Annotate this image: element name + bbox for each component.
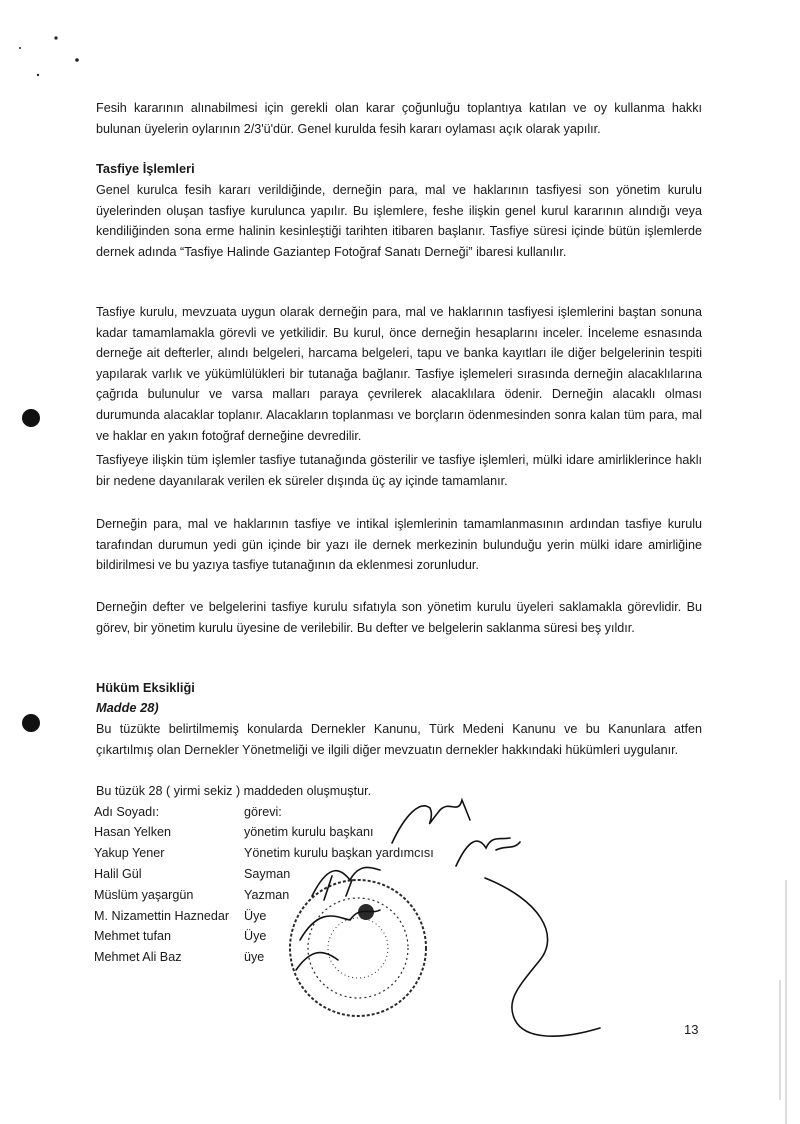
- signatory-name: Mehmet tufan: [94, 929, 172, 943]
- official-stamp-icon: [290, 880, 426, 1016]
- signatory-name: M. Nizamettin Haznedar: [94, 909, 230, 923]
- paragraph-madde-sayisi: Bu tüzük 28 ( yirmi sekiz ) maddeden oluşmuştur.: [96, 784, 372, 798]
- paragraph-tasfiye-sure: Tasfiyeye ilişkin tüm işlemler tasfiye tutanağında gösterilir ve tasfiye işlemleri, mülki idare amirliklerince haklı bir nedene dayanılarak verilen ek süreler dışında üç ay içinde tamamlanır.: [96, 453, 702, 488]
- signatory-name: Yakup Yener: [94, 846, 165, 860]
- heading-tasfiye: Tasfiye İşlemleri: [96, 161, 195, 176]
- signatory-role: üye: [244, 950, 265, 964]
- heading-hukum-eksikligi: Hüküm Eksikliği: [96, 680, 195, 695]
- signatory-name: Hasan Yelken: [94, 825, 172, 839]
- madde-label: Madde 28): [96, 700, 159, 715]
- signatory-role: Üye: [244, 909, 267, 923]
- paragraph-hukum: Bu tüzükte belirtilmemiş konularda Dernekler Kanunu, Türk Medeni Kanunu ve bu Kanunlara atfen çıkartılmış olan Dernekler Yönetmeliği ve ilgili diğer mevzuatın dernekler hakkındaki hükümleri uygulanır.: [96, 722, 702, 757]
- signatory-role: Sayman: [244, 867, 291, 881]
- binder-hole-icon: [22, 409, 40, 732]
- signatory-role: Yazman: [244, 888, 290, 902]
- signatory-role: Üye: [244, 929, 267, 943]
- paragraph-fesih: Fesih kararının alınabilmesi için gerekli olan karar çoğunluğu toplantıya katılan ve oy kullanma hakkı bulunan üyelerin oylarının 2/3'ü'dür. Genel kurulda fesih kararı oylaması açık olarak yapılır.: [96, 101, 702, 136]
- signatory-role: yönetim kurulu başkanı: [244, 825, 374, 839]
- paragraph-tasfiye-bildirim: Derneğin para, mal ve haklarının tasfiye ve intikal işlemlerinin tamamlanmasının ardından tasfiye kurulu tarafından durumun yedi gün içinde bir yazı ile dernek merkezinin bulunduğu yerin mülki idare amirliğine bildirilmesi ve bu yazıya tasfiye tutanağının da eklenmesi zorunludur.: [96, 517, 702, 573]
- paragraph-defter-saklama: Derneğin defter ve belgelerini tasfiye kurulu sıfatıyla son yönetim kurulu üyeleri saklamakla görevlidir. Bu görev, bir yönetim kurulu üyesine de verilebilir. Bu defter ve belgelerin saklanma süresi beş yıldır.: [96, 600, 702, 635]
- signatory-header-name: Adı Soyadı:: [94, 805, 160, 819]
- page-number: 13: [684, 1022, 699, 1037]
- paragraph-tasfiye-kurulu: Tasfiye kurulu, mevzuata uygun olarak derneğin para, mal ve haklarının tasfiyesi işlemlerini baştan sonuna kadar tamamlamakla görevli ve yetkilidir. Bu kurul, önce derneğin hesaplarını inceler. İnceleme esnasında derneğe ait defterler, alındı belgeleri, harcama belgeleri, tapu ve banka kayıtları ile diğer belgelerinin tespiti yapılarak varlık ve yükümlülükleri bir tutanağa bağlanır. Tasfiye işlemeleri sırasında derneğin alacaklılarına çağrıda bulunulur ve varsa malları paraya çevrilerek alacaklılara ödenir. Derneğin alacaklı olması durumunda alacaklar toplanır. Alacakların toplanması ve borçların ödenmesinden sonra kalan tüm para, mal ve haklar en yakın fotoğraf derneğine devredilir.: [96, 305, 702, 443]
- signatory-name: Halil Gül: [94, 867, 142, 881]
- scan-speck-icon: [19, 36, 79, 76]
- signatory-role: Yönetim kurulu başkan yardımcısı: [244, 846, 434, 860]
- signatory-header-role: görevi:: [244, 805, 282, 819]
- signatory-name: Mehmet Ali Baz: [94, 950, 182, 964]
- signatory-name: Müslüm yaşargün: [94, 888, 194, 902]
- margin-line: [780, 880, 786, 1124]
- paragraph-tasfiye-intro: Genel kurulca fesih kararı verildiğinde, derneğin para, mal ve haklarının tasfiyesi son yönetim kurulu üyelerinden oluşan tasfiye kurulunca yapılır. Bu işlemlere, feshe ilişkin genel kurul kararının alındığı veya kendiliğinden sona erme halinin kesinleştiği tarihten itibaren başlanır. Tasfiye süresi içinde bütün işlemlerde dernek adında “Tasfiye Halinde Gaziantep Fotoğraf Sanatı Derneği” ibaresi kullanılır.: [96, 183, 702, 259]
